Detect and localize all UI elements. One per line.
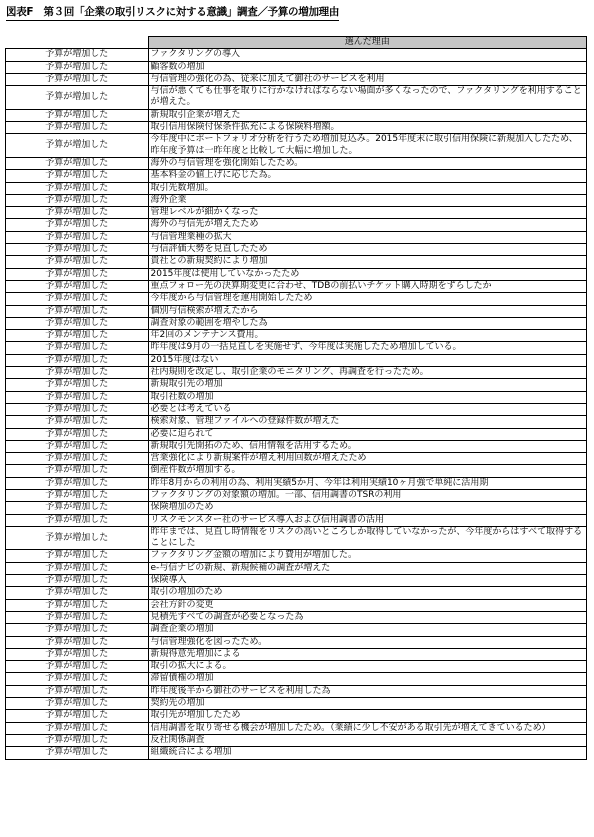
reason-cell: 2015年度はない: [148, 354, 587, 366]
reasons-table-body: [6, 37, 587, 760]
status-cell: 予算が増加した: [6, 562, 149, 574]
reason-cell: 取引の拡大による。: [148, 661, 587, 673]
reason-cell: 海外企業: [148, 194, 587, 206]
table-row: [6, 182, 587, 194]
status-cell: 予算が増加した: [6, 698, 149, 710]
reason-cell: 今年度中にポートフォリオ分析を行うため増加見込み。2015年度末に取引信用保険に新規加入したため、昨年度予算は一昨年度と比較して大幅に増加した。: [148, 134, 587, 158]
reasons-table: [5, 36, 587, 760]
table-row: [6, 354, 587, 366]
reason-cell: 反社関係調査: [148, 734, 587, 746]
status-cell: 予算が増加した: [6, 256, 149, 268]
table-row: [6, 599, 587, 611]
table-row: [6, 403, 587, 415]
table-row: [6, 256, 587, 268]
reason-cell: 調査対象の範囲を増やした為: [148, 317, 587, 329]
reason-cell: 貴社との新規契約により増加: [148, 256, 587, 268]
reason-cell: 海外の与信管理を強化開始したため。: [148, 157, 587, 169]
table-row: [6, 317, 587, 329]
reason-cell: ファクタリングの導入: [148, 49, 587, 61]
reason-cell: 2015年度は使用していなかったため: [148, 268, 587, 280]
status-cell: 予算が増加した: [6, 624, 149, 636]
reason-cell: 信用調書を取り寄せる機会が増加したため。（業績に少し不安がある取引先が増えてきているため）: [148, 722, 587, 734]
status-cell: 予算が増加した: [6, 317, 149, 329]
table-row: [6, 367, 587, 379]
status-cell: 予算が増加した: [6, 207, 149, 219]
table-row: [6, 280, 587, 292]
status-cell: 予算が増加した: [6, 734, 149, 746]
status-cell: 予算が増加した: [6, 86, 149, 110]
table-row: [6, 342, 587, 354]
table-row: [6, 109, 587, 121]
table-header-row: [6, 37, 587, 49]
reason-cell: 取引先が増加したため: [148, 710, 587, 722]
status-cell: 予算が増加した: [6, 379, 149, 391]
status-cell: 予算が増加した: [6, 367, 149, 379]
reason-cell: 基本料金の値上げに応じた為。: [148, 170, 587, 182]
table-row: [6, 134, 587, 158]
reason-cell: 新規取引先の増加: [148, 379, 587, 391]
table-row: [6, 219, 587, 231]
reason-cell: 社内規則を改定し、取引企業のモニタリング、再調査を行ったため。: [148, 367, 587, 379]
reason-cell: ファクタリングの対象額の増加。一部、信用調書のTSRの利用: [148, 489, 587, 501]
reason-cell: 昨年までは、見直し時情報をリスクの高いところしか取得していなかったが、今年度からはすべて取得することにした: [148, 526, 587, 550]
table-row: [6, 722, 587, 734]
table-row: [6, 231, 587, 243]
status-cell: 予算が増加した: [6, 219, 149, 231]
status-cell: 予算が増加した: [6, 330, 149, 342]
table-row: [6, 562, 587, 574]
reason-cell: 重点フォロー先の決算期変更に合わせ、TDBの前払いチケット購入時期をずらしたか: [148, 280, 587, 292]
table-row: [6, 194, 587, 206]
table-row: [6, 330, 587, 342]
status-cell: 予算が増加した: [6, 453, 149, 465]
reason-cell: 与信評価大勢を見直したため: [148, 244, 587, 256]
status-cell: 予算が増加した: [6, 502, 149, 514]
reason-cell: ファクタリング金額の増加により費用が増加した。: [148, 550, 587, 562]
status-cell: 予算が増加した: [6, 465, 149, 477]
table-row: [6, 575, 587, 587]
table-row: [6, 734, 587, 746]
status-cell: 予算が増加した: [6, 710, 149, 722]
status-cell: 予算が増加した: [6, 416, 149, 428]
table-row: [6, 747, 587, 759]
status-cell: 予算が増加した: [6, 587, 149, 599]
header-status-cell: [6, 37, 149, 49]
status-cell: 予算が増加した: [6, 648, 149, 660]
reason-cell: 与信管理強化を図ったため。: [148, 636, 587, 648]
reason-cell: 新規取引企業が増えた: [148, 109, 587, 121]
table-row: [6, 636, 587, 648]
table-row: [6, 293, 587, 305]
table-row: [6, 61, 587, 73]
status-cell: 予算が増加した: [6, 49, 149, 61]
status-cell: 予算が増加した: [6, 305, 149, 317]
status-cell: 予算が増加した: [6, 194, 149, 206]
status-cell: 予算が増加した: [6, 134, 149, 158]
table-row: [6, 624, 587, 636]
status-cell: 予算が増加した: [6, 354, 149, 366]
reason-cell: 昨年度後半から御社のサービスを利用した為: [148, 685, 587, 697]
reason-cell: 検索対象、管理ファイルへの登録件数が増えた: [148, 416, 587, 428]
reason-cell: リスクモンスター社のサービス導入および信用調書の活用: [148, 514, 587, 526]
table-row: [6, 673, 587, 685]
table-row: [6, 379, 587, 391]
status-cell: 予算が増加した: [6, 440, 149, 452]
reason-cell: 滞留債権の増加: [148, 673, 587, 685]
table-row: [6, 391, 587, 403]
page-title: 図表F 第３回「企業の取引リスクに対する意識」調査／予算の増加理由: [6, 4, 339, 21]
status-cell: 予算が増加した: [6, 722, 149, 734]
status-cell: 予算が増加した: [6, 673, 149, 685]
table-row: [6, 489, 587, 501]
reason-cell: 取引先数増加。: [148, 182, 587, 194]
reason-cell: 管理レベルが細かくなった: [148, 207, 587, 219]
table-row: [6, 514, 587, 526]
status-cell: 予算が増加した: [6, 428, 149, 440]
reason-cell: 昨年8月からの利用の為、利用実績5か月、今年は利用実績10ヶ月強で単純に活用期: [148, 477, 587, 489]
reason-cell: 会社方針の変更: [148, 599, 587, 611]
reason-cell: 必要に迫られて: [148, 428, 587, 440]
status-cell: 予算が増加した: [6, 661, 149, 673]
header-reason-cell: 選んだ理由: [148, 37, 587, 49]
reason-cell: 組織統合による増加: [148, 747, 587, 759]
table-row: [6, 550, 587, 562]
table-row: [6, 86, 587, 110]
table-row: [6, 526, 587, 550]
table-row: [6, 502, 587, 514]
status-cell: 予算が増加した: [6, 61, 149, 73]
reason-cell: 営業強化により新規案件が増え利用回数が増えたため: [148, 453, 587, 465]
table-row: [6, 611, 587, 623]
status-cell: 予算が増加した: [6, 157, 149, 169]
status-cell: 予算が増加した: [6, 489, 149, 501]
status-cell: 予算が増加した: [6, 403, 149, 415]
table-row: [6, 49, 587, 61]
table-row: [6, 465, 587, 477]
status-cell: 予算が増加した: [6, 747, 149, 759]
table-row: [6, 648, 587, 660]
status-cell: 予算が増加した: [6, 514, 149, 526]
table-row: [6, 207, 587, 219]
status-cell: 予算が増加した: [6, 636, 149, 648]
table-row: [6, 428, 587, 440]
table-row: [6, 587, 587, 599]
reason-cell: 与信が悪くても仕事を取りに行かなければならない場面が多くなったので、ファクタリングを利用することが増えた。: [148, 86, 587, 110]
status-cell: 予算が増加した: [6, 109, 149, 121]
table-row: [6, 268, 587, 280]
table-row: [6, 305, 587, 317]
reason-cell: 取引社数の増加: [148, 391, 587, 403]
table-row: [6, 661, 587, 673]
reason-cell: 新規得意先増加による: [148, 648, 587, 660]
table-row: [6, 710, 587, 722]
reason-cell: 新規取引先開拓のため、信用情報を活用するため。: [148, 440, 587, 452]
table-row: [6, 170, 587, 182]
reason-cell: 顧客数の増加: [148, 61, 587, 73]
status-cell: 予算が増加した: [6, 231, 149, 243]
status-cell: 予算が増加した: [6, 611, 149, 623]
table-row: [6, 122, 587, 134]
table-row: [6, 685, 587, 697]
status-cell: 予算が増加した: [6, 244, 149, 256]
status-cell: 予算が増加した: [6, 685, 149, 697]
reason-cell: 与信管理業種の拡大: [148, 231, 587, 243]
reason-cell: 与信管理の強化の為、従来に加えて御社のサービスを利用: [148, 73, 587, 85]
reason-cell: 個別与信検索が増えたから: [148, 305, 587, 317]
reason-cell: 年2回のメンテナンス費用。: [148, 330, 587, 342]
reason-cell: 倒産件数が増加する。: [148, 465, 587, 477]
status-cell: 予算が増加した: [6, 293, 149, 305]
reason-cell: 昨年度は9月の一括見直しを実施せず、今年度は実施したため増加している。: [148, 342, 587, 354]
status-cell: 予算が増加した: [6, 550, 149, 562]
table-row: [6, 244, 587, 256]
table-row: [6, 440, 587, 452]
reason-cell: 取引信用保険付保条件拡充による保険料増額。: [148, 122, 587, 134]
reason-cell: e-与信ナビの新規、新規候補の調査が増えた: [148, 562, 587, 574]
reason-cell: 調査企業の増加: [148, 624, 587, 636]
reason-cell: 契約先の増加: [148, 698, 587, 710]
reason-cell: 見積先すべての調査が必要となった為: [148, 611, 587, 623]
status-cell: 予算が増加した: [6, 477, 149, 489]
table-row: [6, 477, 587, 489]
reason-cell: 今年度から与信管理を運用開始したため: [148, 293, 587, 305]
table-row: [6, 73, 587, 85]
table-row: [6, 698, 587, 710]
reason-cell: 保険導入: [148, 575, 587, 587]
table-row: [6, 416, 587, 428]
status-cell: 予算が増加した: [6, 182, 149, 194]
status-cell: 予算が増加した: [6, 391, 149, 403]
status-cell: 予算が増加した: [6, 73, 149, 85]
status-cell: 予算が増加した: [6, 526, 149, 550]
reason-cell: 取引の増加のため: [148, 587, 587, 599]
status-cell: 予算が増加した: [6, 122, 149, 134]
reason-cell: 必要とは考えている: [148, 403, 587, 415]
status-cell: 予算が増加した: [6, 599, 149, 611]
table-row: [6, 157, 587, 169]
status-cell: 予算が増加した: [6, 170, 149, 182]
status-cell: 予算が増加した: [6, 280, 149, 292]
reason-cell: 海外の与信先が増えたため: [148, 219, 587, 231]
reason-cell: 保険増加のため: [148, 502, 587, 514]
status-cell: 予算が増加した: [6, 342, 149, 354]
status-cell: 予算が増加した: [6, 575, 149, 587]
status-cell: 予算が増加した: [6, 268, 149, 280]
table-row: [6, 453, 587, 465]
